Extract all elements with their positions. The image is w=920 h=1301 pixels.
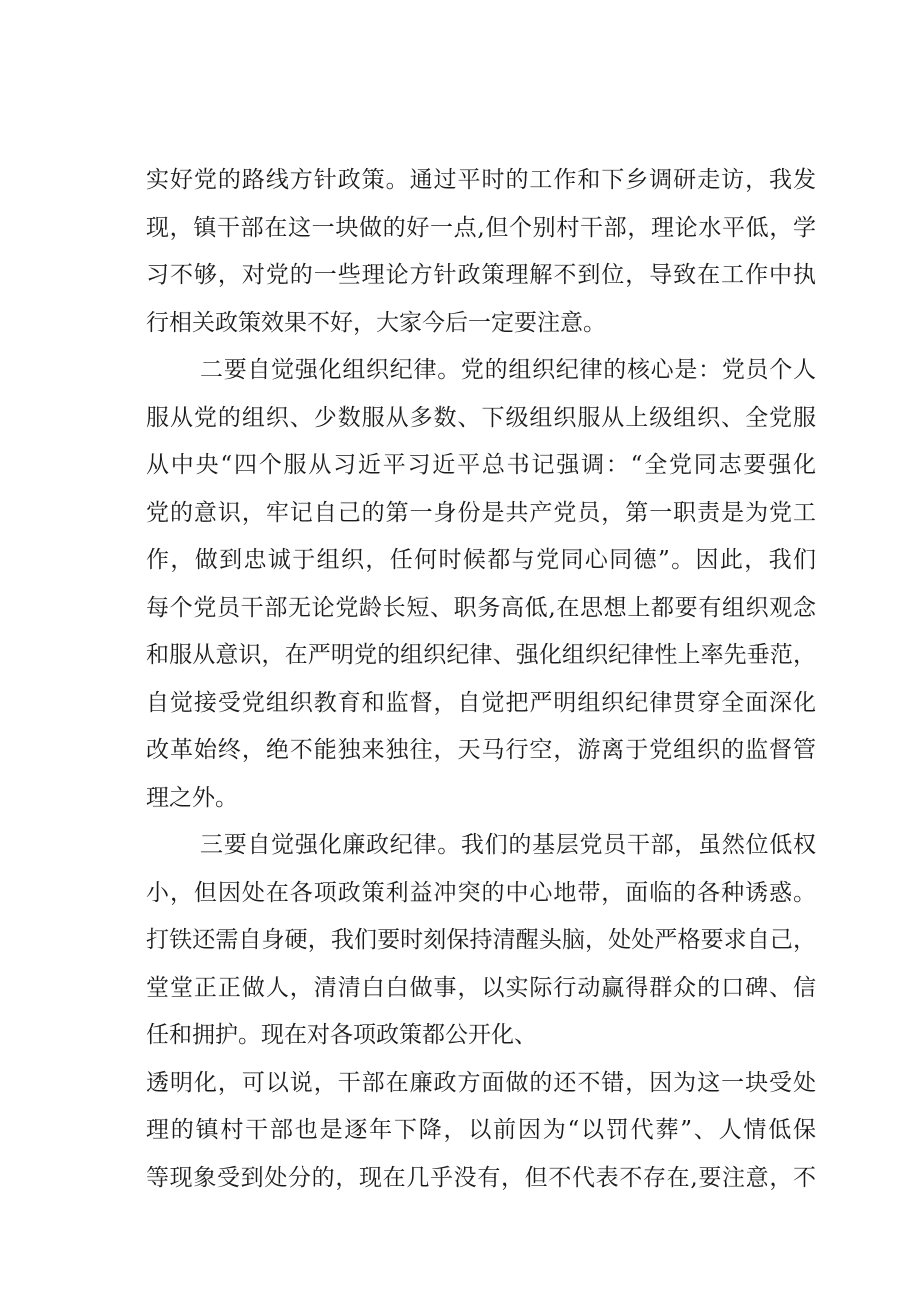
- text-line: 自觉接受党组织教育和监督，自觉把严明组织纪律贯穿全面深化: [146, 689, 816, 716]
- paragraph-start-line: 三要自觉强化廉政纪律。我们的基层党员干部，虽然位低权: [200, 832, 816, 858]
- text-line: 实好党的路线方针政策。通过平时的工作和下乡调研走访，我发: [146, 167, 816, 193]
- text-line: 和服从意识，在严明党的组织纪律、强化组织纪律性上率先垂范，: [146, 642, 816, 668]
- text-line: 堂堂正正做人，清清白白做事，以实际行动赢得群众的口碑、信: [146, 974, 816, 1001]
- text-line: 理之外。: [146, 784, 238, 811]
- text-line: 现，镇干部在这一块做的好一点,但个别村干部，理论水平低，学: [146, 214, 816, 241]
- text-line: 任和拥护。现在对各项政策都公开化、: [146, 1022, 537, 1048]
- text-line: 党的意识，牢记自己的第一身份是共产党员，第一职责是为党工: [146, 499, 816, 526]
- text-line: 理的镇村干部也是逐年下降，以前因为“以罚代葬”、人情低保: [146, 1117, 816, 1143]
- text-line: 透明化，可以说，干部在廉政方面做的还不错，因为这一块受处: [146, 1069, 816, 1096]
- text-line: 等现象受到处分的，现在几乎没有，但不代表不存在,要注意，不: [146, 1164, 816, 1191]
- text-line: 习不够，对党的一些理论方针政策理解不到位，导致在工作中执: [146, 262, 816, 288]
- text-line: 行相关政策效果不好，大家今后一定要注意。: [146, 309, 606, 336]
- text-line: 服从党的组织、少数服从多数、下级组织服从上级组织、全党服: [146, 404, 816, 431]
- text-line: 改革始终，绝不能独来独往，天马行空，游离于党组织的监督管: [146, 737, 816, 763]
- text-line: 每个党员干部无论党龄长短、职务高低,在思想上都要有组织观念: [146, 594, 816, 621]
- paragraph-start-line: 二要自觉强化组织纪律。党的组织纪律的核心是：党员个人: [200, 357, 816, 383]
- text-line: 打铁还需自身硬，我们要时刻保持清醒头脑，处处严格要求自己，: [146, 927, 816, 953]
- text-line: 小，但因处在各项政策利益冲突的中心地带，面临的各种诱惑。: [146, 879, 816, 906]
- text-line: 从中央“四个服从习近平习近平总书记强调：“全党同志要强化: [146, 452, 816, 478]
- text-line: 作，做到忠诚于组织，任何时候都与党同心同德”。因此，我们: [146, 547, 816, 573]
- document-body: [146, 157, 816, 1202]
